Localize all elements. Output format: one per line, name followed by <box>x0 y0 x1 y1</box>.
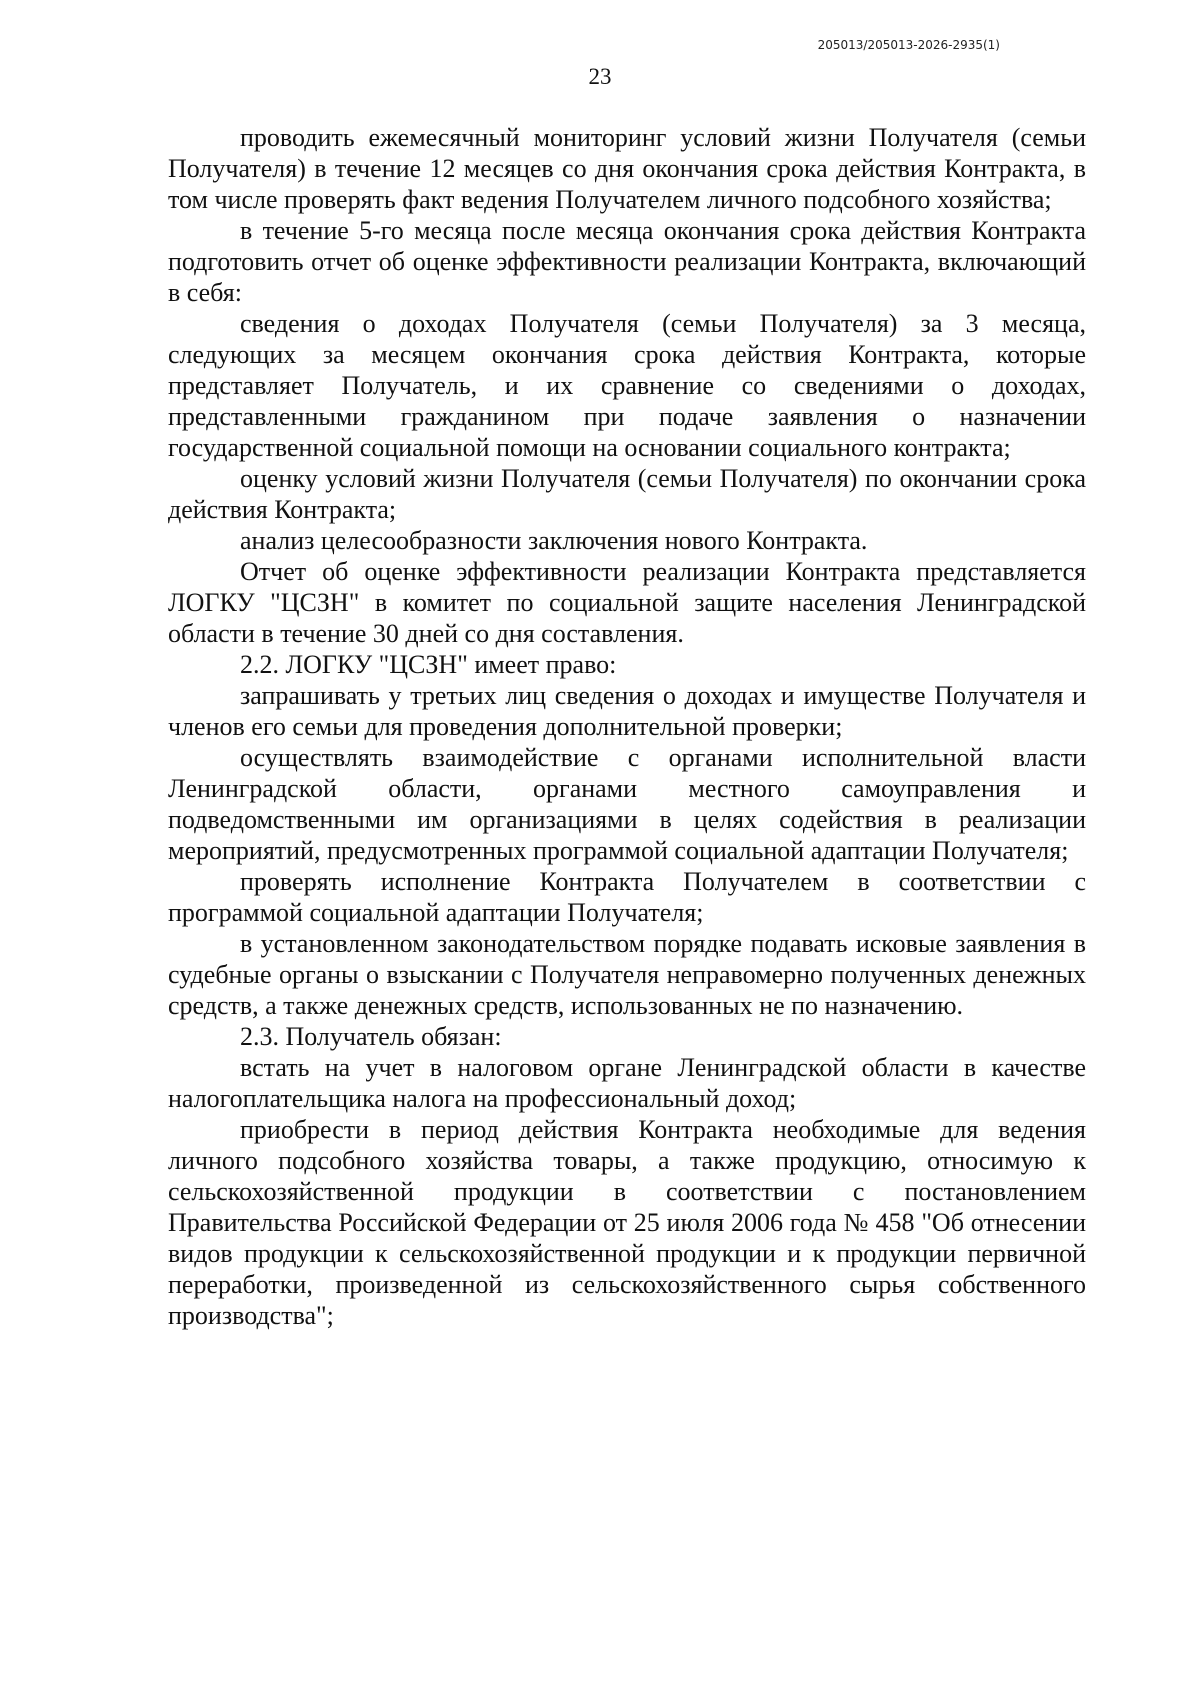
page-number: 23 <box>588 64 612 89</box>
section-heading-2-3: 2.3. Получатель обязан: <box>240 1022 502 1051</box>
paragraph-report-submission: Отчет об оценке эффективности реализации Контракта представляется ЛОГКУ "ЦСЗН" в комитет по социальной защите населения Ленинградской области в течение 30 дней со дня составления. <box>168 557 1086 648</box>
paragraph-check-execution: проверять исполнение Контракта Получателем в соответствии с программой социальной адаптации Получателя; <box>168 867 1086 927</box>
paragraph-lawsuits: в установленном законодательством порядке подавать исковые заявления в судебные органы о взыскании с Получателя неправомерно полученных денежных средств, а также денежных средств, использованных не по назначению. <box>168 929 1086 1020</box>
paragraph-new-contract-analysis: анализ целесообразности заключения нового Контракта. <box>240 526 868 555</box>
section-heading-2-2: 2.2. ЛОГКУ "ЦСЗН" имеет право: <box>240 650 617 679</box>
document-body <box>168 122 1086 1331</box>
document-id: 205013/205013-2026-2935(1) <box>817 38 1000 52</box>
paragraph-tax-registration: встать на учет в налоговом органе Ленинградской области в качестве налогоплательщика налога на профессиональный доход; <box>168 1053 1086 1113</box>
paragraph-income-info: сведения о доходах Получателя (семьи Получателя) за 3 месяца, следующих за месяцем окончания срока действия Контракта, которые представляет Получатель, и их сравнение со сведениями о доходах, представленными гражданином при подаче заявления о назначении государственной социальной помощи на основании социального контракта; <box>168 309 1086 462</box>
paragraph-third-party-requests: запрашивать у третьих лиц сведения о доходах и имуществе Получателя и членов его семьи для проведения дополнительной проверки; <box>168 681 1086 741</box>
paragraph-acquire-goods: приобрести в период действия Контракта необходимые для ведения личного подсобного хозяйства товары, а также продукцию, относимую к сельскохозяйственной продукции в соответствии с постановлением Правительства Российской Федерации от 25 июля 2006 года № 458 "Об отнесении видов продукции к сельскохозяйственной продукции и к продукции первичной переработки, произведенной из сельскохозяйственного сырья собственного производства"; <box>168 1115 1086 1330</box>
paragraph-interaction: осуществлять взаимодействие с органами исполнительной власти Ленинградской области, органами местного самоуправления и подведомственными им организациями в целях содействия в реализации мероприятий, предусмотренных программой социальной адаптации Получателя; <box>168 743 1086 865</box>
paragraph-living-conditions: оценку условий жизни Получателя (семьи Получателя) по окончании срока действия Контракта; <box>168 464 1086 524</box>
paragraph-monitoring: проводить ежемесячный мониторинг условий жизни Получателя (семьи Получателя) в течение 12 месяцев со дня окончания срока действия Контракта, в том числе проверять факт ведения Получателем личного подсобного хозяйства; <box>168 123 1086 214</box>
paragraph-report-preparation: в течение 5-го месяца после месяца окончания срока действия Контракта подготовить отчет об оценке эффективности реализации Контракта, включающий в себя: <box>168 216 1086 307</box>
